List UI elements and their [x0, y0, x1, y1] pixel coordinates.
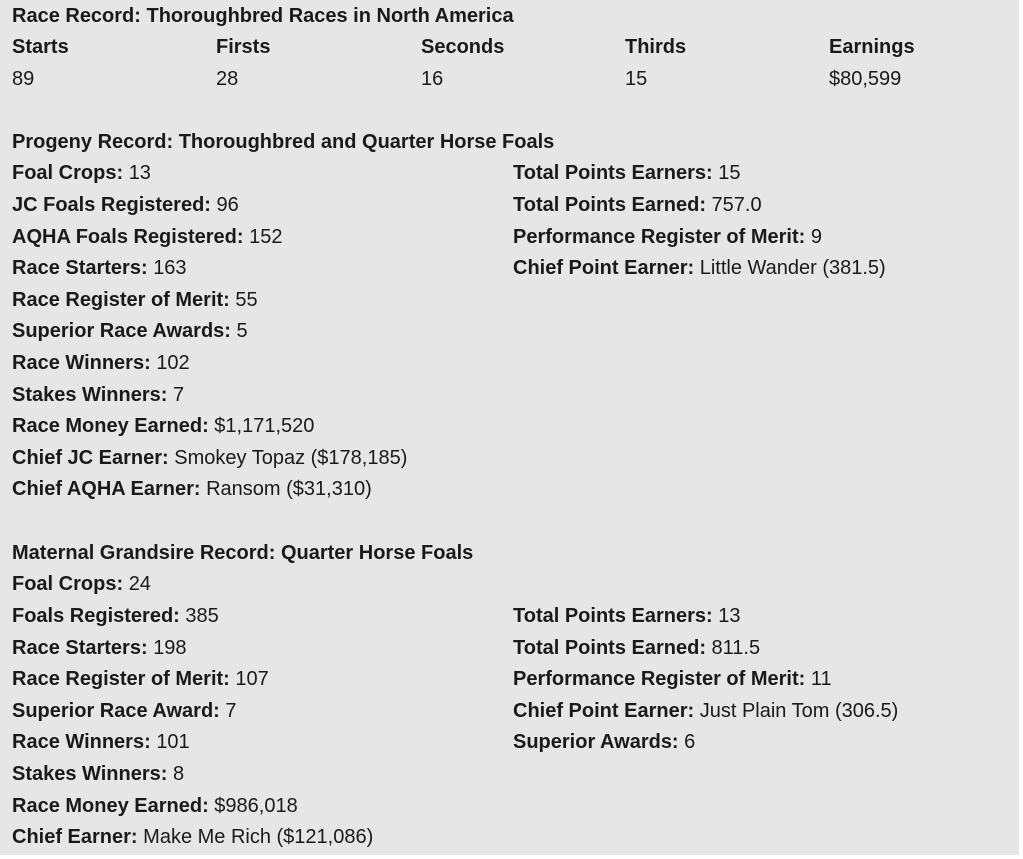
race-value-starts: 89: [12, 68, 35, 90]
stat-label: Performance Register of Merit:: [513, 668, 806, 690]
stat-value: 5: [236, 320, 248, 342]
progeny-stat: [12, 158, 151, 188]
grandsire-stat: [12, 759, 184, 789]
race-header-earnings: Earnings: [829, 36, 915, 58]
stat-value: 7: [225, 700, 237, 722]
stat-value: 811.5: [711, 637, 761, 659]
grandsire-stat: [12, 727, 190, 757]
stat-value: 55: [235, 289, 258, 311]
stat-label: Superior Race Award:: [12, 700, 220, 722]
stat-value: 13: [718, 605, 741, 627]
stat-value: 152: [249, 226, 283, 248]
progeny-stat: [12, 285, 258, 315]
stat-value: 9: [810, 226, 822, 248]
grandsire-points-stat: [513, 727, 695, 757]
race-header-seconds: Seconds: [421, 36, 505, 58]
race-header-thirds: Thirds: [625, 36, 687, 58]
stat-value: 15: [718, 162, 741, 184]
grandsire-stat: [12, 633, 187, 663]
stat-label: Superior Awards:: [513, 731, 679, 753]
stat-label: Race Winners:: [12, 352, 151, 374]
stat-value: $986,018: [214, 795, 298, 817]
stat-value: 7: [173, 384, 185, 406]
progeny-points-stat: [513, 222, 822, 252]
stat-value: 11: [810, 668, 832, 690]
stat-label: Total Points Earners:: [513, 605, 713, 627]
stat-label: Race Register of Merit:: [12, 668, 230, 690]
progeny-stat: [12, 222, 282, 252]
grandsire-record-title: Maternal Grandsire Record: Quarter Horse Foals: [12, 542, 474, 564]
stat-label: Total Points Earned:: [513, 637, 706, 659]
grandsire-points-stat: [513, 633, 760, 663]
stat-value: 101: [156, 731, 190, 753]
stat-value: 24: [128, 573, 151, 595]
progeny-record-title: Progeny Record: Thoroughbred and Quarter Horse Foals: [12, 131, 555, 153]
stat-label: Chief Earner:: [12, 826, 138, 848]
race-record-title: Race Record: Thoroughbred Races in North America: [12, 5, 514, 27]
stat-label: Chief AQHA Earner:: [12, 478, 201, 500]
progeny-stat: [12, 380, 184, 410]
grandsire-stat: [12, 696, 237, 726]
race-value-earnings: $80,599: [829, 68, 902, 90]
stat-label: Superior Race Awards:: [12, 320, 231, 342]
stat-label: Foal Crops:: [12, 573, 124, 595]
stat-value: 8: [173, 763, 185, 785]
stat-value: Just Plain Tom (306.5): [699, 700, 899, 722]
stat-value: Little Wander (381.5): [699, 257, 886, 279]
stat-label: Race Starters:: [12, 637, 148, 659]
stat-value: 198: [153, 637, 187, 659]
stat-value: 757.0: [711, 194, 762, 216]
progeny-stat: [12, 474, 372, 504]
stat-value: Smokey Topaz ($178,185): [174, 447, 408, 469]
race-value-seconds: 16: [421, 68, 444, 90]
stat-value: $1,171,520: [214, 415, 315, 437]
grandsire-stat: [12, 569, 151, 599]
stat-label: Stakes Winners:: [12, 763, 168, 785]
race-value-thirds: 15: [625, 68, 648, 90]
stat-label: Foals Registered:: [12, 605, 180, 627]
stat-label: Stakes Winners:: [12, 384, 168, 406]
stat-label: Chief Point Earner:: [513, 700, 695, 722]
grandsire-points-stat: [513, 601, 740, 631]
stat-label: Total Points Earners:: [513, 162, 713, 184]
grandsire-stat: [12, 822, 373, 852]
progeny-points-stat: [513, 158, 740, 188]
stat-label: Race Money Earned:: [12, 415, 209, 437]
stat-label: Race Register of Merit:: [12, 289, 230, 311]
stat-value: 107: [235, 668, 269, 690]
race-header-firsts: Firsts: [216, 36, 271, 58]
progeny-stat: [12, 443, 407, 473]
stat-value: 385: [185, 605, 219, 627]
race-value-firsts: 28: [216, 68, 239, 90]
stat-value: 163: [153, 257, 187, 279]
stat-label: Race Money Earned:: [12, 795, 209, 817]
grandsire-stat: [12, 601, 219, 631]
stat-value: 13: [128, 162, 151, 184]
progeny-stat: [12, 253, 187, 283]
progeny-stat: [12, 190, 239, 220]
stat-label: Performance Register of Merit:: [513, 226, 806, 248]
grandsire-points-stat: [513, 696, 898, 726]
grandsire-points-stat: [513, 664, 832, 694]
stat-label: Race Starters:: [12, 257, 148, 279]
grandsire-stat: [12, 664, 269, 694]
race-header-starts: Starts: [12, 36, 69, 58]
progeny-stat: [12, 348, 190, 378]
progeny-points-stat: [513, 253, 886, 283]
progeny-points-stat: [513, 190, 762, 220]
stat-value: 6: [684, 731, 696, 753]
stat-value: 102: [156, 352, 190, 374]
stat-value: Make Me Rich ($121,086): [143, 826, 374, 848]
stat-label: Total Points Earned:: [513, 194, 706, 216]
stat-value: Ransom ($31,310): [206, 478, 372, 500]
stat-label: JC Foals Registered:: [12, 194, 211, 216]
progeny-stat: [12, 411, 314, 441]
grandsire-stat: [12, 791, 298, 821]
stat-label: AQHA Foals Registered:: [12, 226, 244, 248]
stat-label: Chief Point Earner:: [513, 257, 695, 279]
progeny-stat: [12, 316, 248, 346]
stat-value: 96: [216, 194, 239, 216]
stat-label: Foal Crops:: [12, 162, 124, 184]
stat-label: Chief JC Earner:: [12, 447, 169, 469]
stat-label: Race Winners:: [12, 731, 151, 753]
